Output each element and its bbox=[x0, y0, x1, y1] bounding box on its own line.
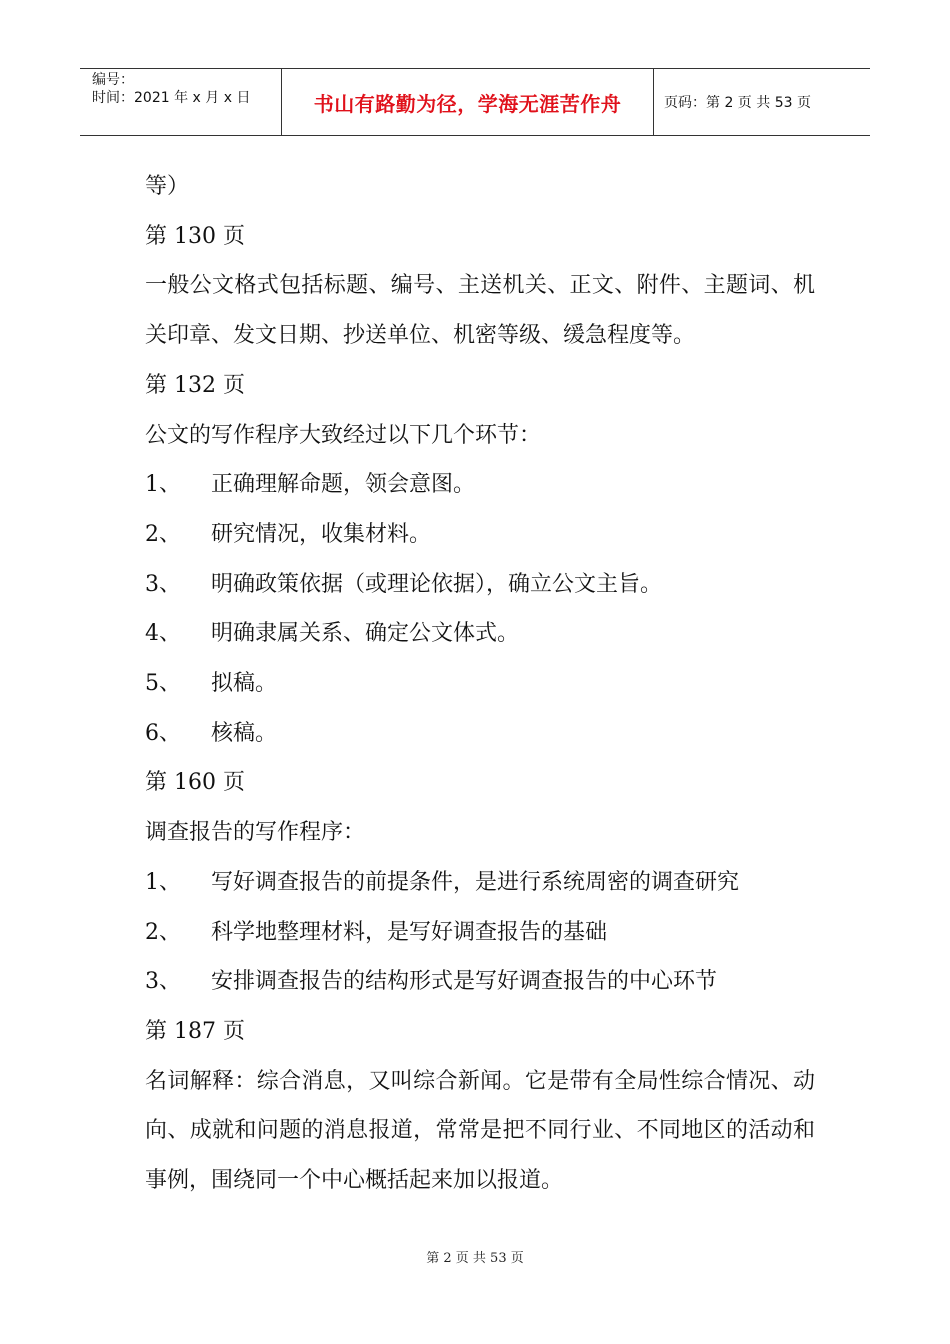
procedure-title: 公文的写作程序大致经过以下几个环节： bbox=[145, 422, 542, 448]
list-number: 1、 bbox=[145, 472, 181, 498]
document-body bbox=[145, 162, 815, 1206]
list-number: 5、 bbox=[145, 671, 181, 697]
time-label: 时间：2021 年 x 月 x 日 bbox=[92, 90, 251, 106]
page-ref-132: 第 132 页 bbox=[145, 372, 245, 398]
list-number: 3、 bbox=[145, 571, 181, 597]
list-item bbox=[145, 659, 815, 709]
list-text: 正确理解命题，领会意图。 bbox=[211, 472, 476, 498]
header-meta-cell bbox=[80, 69, 282, 135]
list-item bbox=[145, 560, 815, 610]
definition-paragraph: 名词解释：综合消息，又叫综合新闻。它是带有全局性综合情况、动向、成就和问题的消息报道，常常是把不同行业、不同地区的活动和事例，围绕同一个中心概括起来加以报道。 bbox=[145, 1068, 815, 1194]
list-item bbox=[145, 609, 815, 659]
motto-text: 书山有路勤为径，学海无涯苦作舟 bbox=[313, 91, 622, 116]
list-number: 2、 bbox=[145, 919, 181, 945]
format-paragraph: 一般公文格式包括标题、编号、主送机关、正文、附件、主题词、机关印章、发文日期、抄送单位、机密等级、缓急程度等。 bbox=[145, 273, 815, 349]
list-number: 1、 bbox=[145, 869, 181, 895]
list-text: 明确隶属关系、确定公文体式。 bbox=[211, 621, 520, 647]
header-motto-cell bbox=[282, 69, 654, 135]
list-item bbox=[145, 957, 815, 1007]
list-text: 明确政策依据（或理论依据），确立公文主旨。 bbox=[211, 571, 663, 597]
list-number: 6、 bbox=[145, 720, 181, 746]
page-info: 页码：第 2 页 共 53 页 bbox=[664, 95, 811, 111]
page-ref-187: 第 187 页 bbox=[145, 1018, 245, 1044]
survey-title: 调查报告的写作程序： bbox=[145, 820, 366, 846]
list-text: 安排调查报告的结构形式是写好调查报告的中心环节 bbox=[211, 969, 718, 995]
page-ref-160: 第 160 页 bbox=[145, 770, 245, 796]
list-text: 核稿。 bbox=[211, 720, 278, 746]
list-number: 3、 bbox=[145, 969, 181, 995]
header-page-cell bbox=[654, 69, 870, 135]
list-item bbox=[145, 460, 815, 510]
list-number: 4、 bbox=[145, 621, 181, 647]
list-number: 2、 bbox=[145, 521, 181, 547]
list-text: 科学地整理材料，是写好调查报告的基础 bbox=[211, 919, 608, 945]
list-text: 写好调查报告的前提条件，是进行系统周密的调查研究 bbox=[211, 869, 740, 895]
list-item bbox=[145, 858, 815, 908]
list-text: 研究情况，收集材料。 bbox=[211, 521, 432, 547]
document-header bbox=[80, 68, 870, 136]
list-item bbox=[145, 709, 815, 759]
continued-line: 等） bbox=[145, 174, 190, 199]
list-item bbox=[145, 908, 815, 958]
page-ref-130: 第 130 页 bbox=[145, 223, 245, 249]
list-text: 拟稿。 bbox=[211, 671, 278, 697]
page-footer: 第 2 页 共 53 页 bbox=[426, 1251, 524, 1266]
list-item bbox=[145, 510, 815, 560]
number-label: 编号： bbox=[92, 72, 134, 88]
